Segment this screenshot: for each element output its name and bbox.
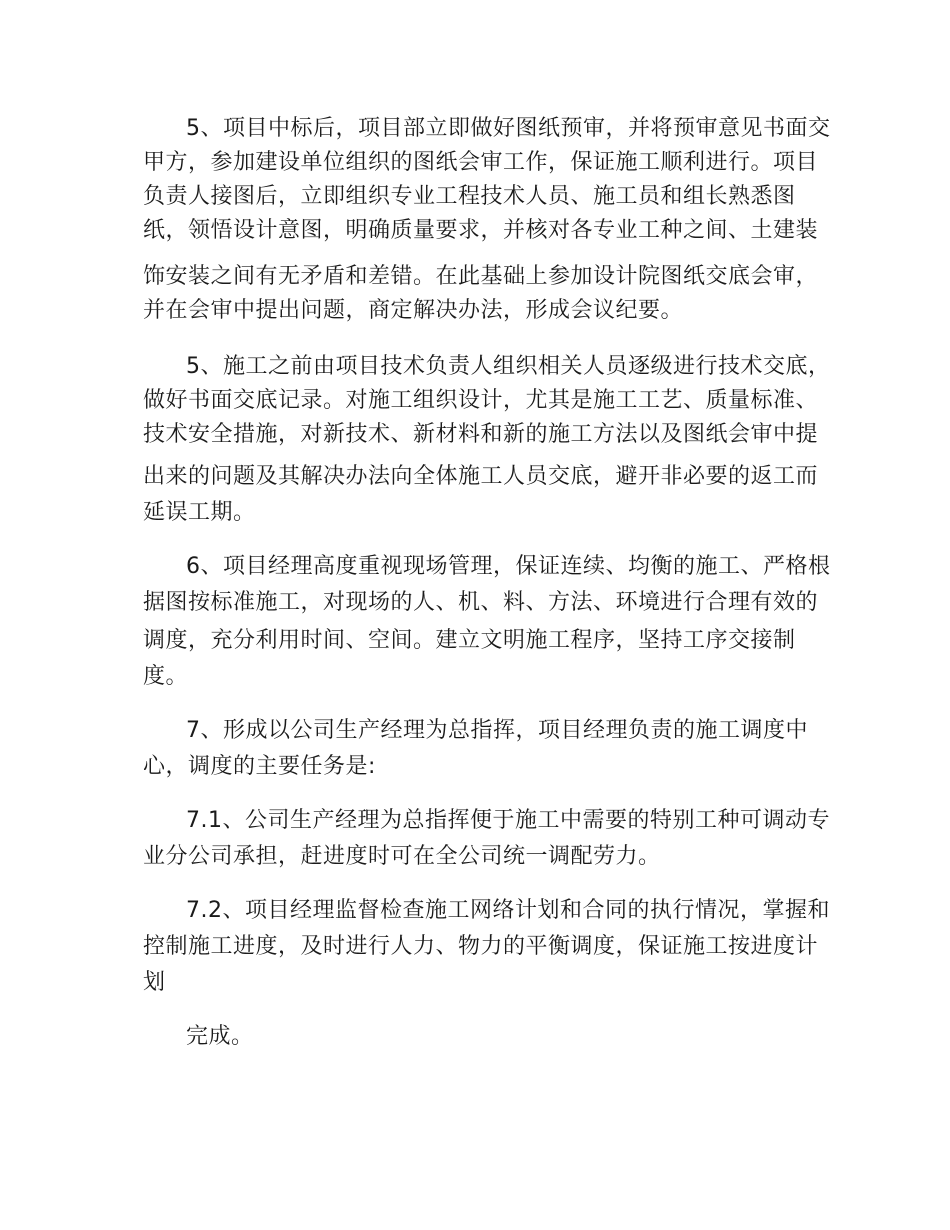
paragraph-3-line-1: 6、项目经理高度重视现场管理，保证连续、均衡的施工、严格根 <box>186 554 831 579</box>
paragraph-1-line-6: 并在会审中提出问题，商定解决办法，形成会议纪要。 <box>143 298 684 323</box>
paragraph-6-line-2: 控制施工进度，及时进行人力、物力的平衡调度，保证施工按进度计 <box>143 934 819 959</box>
paragraph-5-line-2: 业分公司承担，赶进度时可在全公司统一调配劳力。 <box>143 844 661 869</box>
paragraph-6-line-1: 7.2、项目经理监督检查施工网络计划和合同的执行情况，掌握和 <box>186 898 830 923</box>
paragraph-1-line-2: 甲方，参加建设单位组织的图纸会审工作，保证施工顺利进行。项目 <box>143 150 819 175</box>
paragraph-3-line-3: 调度，充分利用时间、空间。建立文明施工程序，坚持工序交接制 <box>143 628 796 653</box>
paragraph-2-line-5: 延误工期。 <box>143 500 256 525</box>
paragraph-1-line-4: 纸，领悟设计意图，明确质量要求，并核对各专业工种之间、土建装 <box>143 218 819 243</box>
paragraph-2-line-2: 做好书面交底记录。对施工组织设计，尤其是施工工艺、质量标准、 <box>143 388 819 413</box>
paragraph-1-line-3: 负责人接图后，立即组织专业工程技术人员、施工员和组长熟悉图 <box>143 184 796 209</box>
paragraph-1-line-1: 5、项目中标后，项目部立即做好图纸预审，并将预审意见书面交 <box>186 116 831 141</box>
paragraph-1-line-5: 饰安装之间有无矛盾和差错。在此基础上参加设计院图纸交底会审， <box>143 264 819 289</box>
paragraph-2-line-3: 技术安全措施，对新技术、新材料和新的施工方法以及图纸会审中提 <box>143 422 819 447</box>
paragraph-3-line-4: 度。 <box>143 664 189 689</box>
paragraph-4-line-1: 7、形成以公司生产经理为总指挥，项目经理负责的施工调度中 <box>186 718 808 743</box>
paragraph-5-line-1: 7.1、公司生产经理为总指挥便于施工中需要的特别工种可调动专 <box>186 808 830 833</box>
paragraph-6-line-3: 划 <box>143 970 166 995</box>
paragraph-3-line-2: 据图按标准施工，对现场的人、机、料、方法、环境进行合理有效的 <box>143 590 819 615</box>
paragraph-2-line-1: 5、施工之前由项目技术负责人组织相关人员逐级进行技术交底， <box>186 354 831 379</box>
paragraph-7-line-1: 完成。 <box>186 1024 254 1049</box>
paragraph-2-line-4: 出来的问题及其解决办法向全体施工人员交底，避开非必要的返工而 <box>143 464 819 489</box>
paragraph-4-line-2: 心，调度的主要任务是: <box>143 754 376 779</box>
